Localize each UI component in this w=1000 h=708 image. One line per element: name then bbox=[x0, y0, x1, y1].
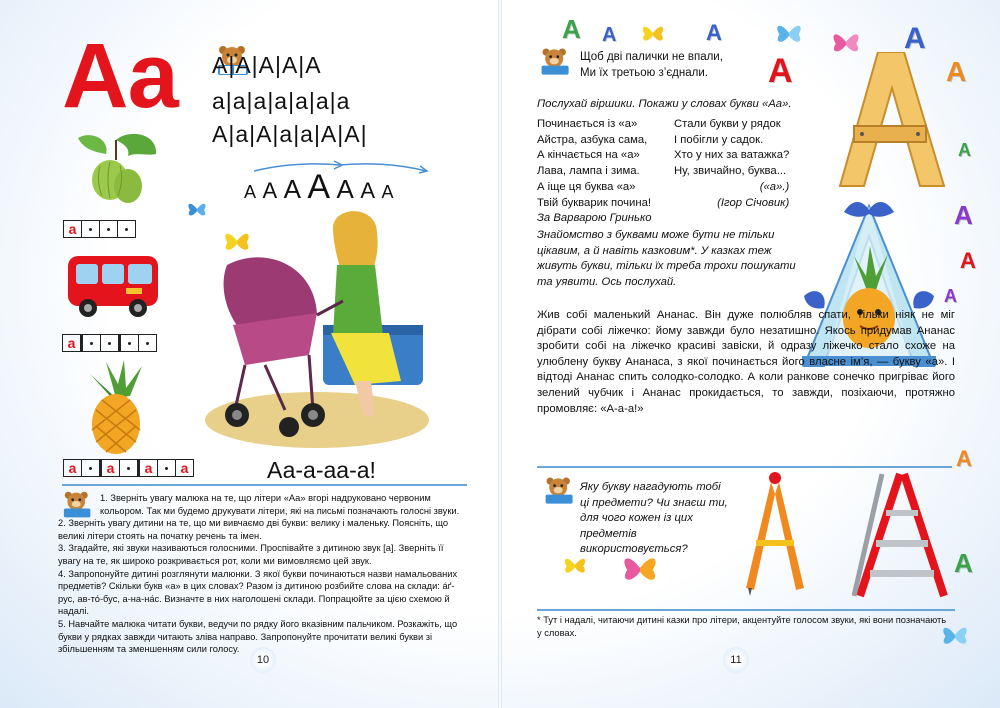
story-text: Жив собі маленький Ананас. Він дуже полюбляв спати, тільки ніяк не міг дібрати собі ліжечко: йому завжди було незатишно. Якось придумав Ананас зробити собі на ліжечко красиві завіски, й одразу ліжечко стало схоже на улюблену букву Ананаса, з якої починається його власне ім’я, — букву «а». І відтоді Ананас спить солодко-солодко. А коли ранкове сонечко пригріває його зелений чубчик і Ананас прокидається, то завжди, позіхаючи, протяжно промовляє: «А-а-а!» bbox=[537, 309, 955, 415]
decorative-letter: А bbox=[768, 52, 793, 90]
butterfly-icon bbox=[640, 20, 666, 46]
decorative-letter: А bbox=[904, 22, 926, 55]
poem-line: Лава, лампа і зима. bbox=[537, 165, 640, 178]
butterfly-icon bbox=[620, 548, 660, 588]
decorative-letter: А bbox=[946, 56, 967, 87]
scheme-cell: а bbox=[63, 459, 81, 477]
stepladder-illustration bbox=[852, 470, 952, 600]
growing-letter: А bbox=[307, 168, 331, 206]
scheme-cell bbox=[119, 459, 137, 477]
decorative-letter: А bbox=[602, 24, 617, 46]
parent-notes bbox=[58, 492, 468, 656]
note-paragraph: 2. Зверніть увагу дитини на те, що ми вивчаємо дві букви: велику і маленьку. Поясніть, що великі літери стоять на початку речень та імен. bbox=[58, 518, 449, 541]
pineapple-illustration bbox=[76, 360, 156, 456]
butterfly-icon bbox=[774, 18, 804, 48]
decorative-letter: А bbox=[954, 200, 973, 230]
butterfly-icon bbox=[186, 198, 208, 220]
poem-1 bbox=[537, 117, 652, 227]
fairy-intro: Знайомство з буквами може бути не тільки цікавим, а й навіть казковим*. У казках теж живуть букви, тільки їх треба трохи пошукати та уявити. Ось послухай. bbox=[537, 229, 796, 288]
poem-line: Починається із «а» bbox=[537, 118, 638, 130]
growing-letter: А bbox=[283, 174, 301, 204]
poem-line: Стали букви у рядок bbox=[674, 118, 781, 130]
growing-letters bbox=[244, 168, 396, 207]
poem-answer: («а».) bbox=[759, 180, 790, 193]
decorative-letter: А bbox=[956, 446, 972, 471]
growing-letter: А bbox=[360, 178, 376, 203]
decorative-letter: А bbox=[954, 548, 973, 578]
scheme-cell: а bbox=[63, 220, 81, 238]
scheme-cell: а bbox=[139, 459, 157, 477]
syllable-scheme-bus bbox=[62, 334, 157, 352]
riddle-line: Ми їх третьою з’єднали. bbox=[580, 66, 708, 79]
poem-line: Твій букварик почина! bbox=[537, 196, 652, 209]
intro-riddle bbox=[580, 50, 723, 81]
growing-letter: А bbox=[336, 174, 354, 204]
note-paragraph: 4. Запропонуйте дитині розглянути малюнки. З якої букви починаються назви намальованих предметів? Скільки букв «а» в цих словах? Разом із дитиною розбийте слова на склади: áґ-рус, ав-то́-бус, а-на-на́с. Визначте в них наголошені склади. Попрацюйте за цією схемою й надалі. bbox=[58, 568, 458, 617]
poem-line: І побігли у садок. bbox=[674, 133, 764, 146]
bear-reading-icon bbox=[538, 46, 574, 78]
poem-line: Ну, звичайно, буква... bbox=[674, 165, 787, 178]
bus-illustration bbox=[64, 250, 164, 320]
poem-2 bbox=[674, 117, 789, 211]
scheme-cell bbox=[99, 220, 117, 238]
butterfly-icon bbox=[562, 552, 588, 578]
poem-line: Айстра, азбука сама, bbox=[537, 133, 648, 146]
decorative-letter: А bbox=[944, 286, 957, 306]
decorative-letter: А bbox=[706, 20, 722, 45]
scheme-cell bbox=[138, 334, 157, 352]
letter-row-1: А|А|А|А|А bbox=[212, 52, 322, 78]
scheme-cell bbox=[82, 334, 100, 352]
growing-letter: А bbox=[244, 182, 257, 202]
syllable-scheme-gooseberry bbox=[63, 220, 136, 238]
compass-illustration bbox=[740, 470, 810, 596]
scheme-cell bbox=[120, 334, 138, 352]
decorative-letter: А bbox=[562, 14, 581, 44]
section-divider bbox=[62, 484, 467, 486]
scheme-cell bbox=[81, 220, 99, 238]
scheme-cell bbox=[81, 459, 99, 477]
scheme-cell: а bbox=[101, 459, 119, 477]
wooden-letter-a-illustration bbox=[830, 52, 948, 192]
page-number: 11 bbox=[723, 647, 749, 673]
footnote: * Тут і надалі, читаючи дитині казки про літери, акцентуйте голосом звуки, які вони позначають у словах. bbox=[537, 615, 947, 638]
scheme-cell bbox=[100, 334, 118, 352]
scheme-cell: а bbox=[175, 459, 194, 477]
butterfly-icon bbox=[830, 26, 862, 58]
picture-caption: Аа-а-аа-а! bbox=[267, 457, 376, 483]
syllable-scheme-pineapple bbox=[63, 459, 194, 477]
butterfly-icon bbox=[940, 620, 970, 650]
scheme-cell bbox=[117, 220, 136, 238]
growing-letter: А bbox=[381, 182, 394, 202]
right-page bbox=[500, 0, 1000, 708]
gooseberry-illustration bbox=[70, 130, 162, 208]
scheme-cell bbox=[157, 459, 175, 477]
bear-reading-icon bbox=[542, 475, 578, 507]
poem-author: За Варварою Гринько bbox=[537, 212, 652, 225]
letter-row-2: а|а|а|а|а|а|а bbox=[212, 88, 351, 114]
page-number: 10 bbox=[250, 647, 276, 673]
note-paragraph: 3. Згадайте, які звуки називаються голосними. Проспівайте з дитиною звук [а]. Зверніть її увагу на те, як широко розкривається рот, коли ми вимовляємо цей звук. bbox=[58, 543, 444, 566]
decorative-letter: А bbox=[960, 248, 976, 273]
scheme-cell: а bbox=[62, 334, 80, 352]
section-divider bbox=[537, 609, 955, 611]
note-paragraph: 1. Зверніть увагу малюка на те, що літери «Аа» вгорі надруковано червоним кольором. Так ми будемо друкувати літери, які на письмі позначають голосні звуки. bbox=[100, 493, 460, 516]
section-divider bbox=[537, 466, 952, 468]
note-paragraph: 5. Навчайте малюка читати букви, ведучи по рядку його вказівним пальчиком. Розкажіть, що букви у рядках завжди читають зліва направо. Запропонуйте прочитати великі букви зі збільшенням та зменшенням сили голосу. bbox=[58, 618, 458, 655]
growing-letter: А bbox=[262, 178, 278, 203]
decorative-letter: А bbox=[958, 140, 971, 160]
task-text: Послухай віршики. Покажи у словах букви «Аа». bbox=[537, 98, 792, 110]
big-letter-heading: Аа bbox=[62, 25, 177, 127]
poem-author: (Ігор Січовик) bbox=[717, 196, 790, 209]
poem-line: Хто у них за ватажка? bbox=[674, 149, 790, 162]
butterfly-icon bbox=[222, 226, 252, 256]
poem-line: А іще ця буква «а» bbox=[537, 180, 636, 193]
poem-line: А кінчається на «а» bbox=[537, 149, 640, 162]
question-text: Яку букву нагадують тобі ці предмети? Чи знаєш ти, для чого кожен із цих предметів використовується? bbox=[580, 481, 728, 555]
letter-row-3: А|а|А|а|а|А|А| bbox=[212, 121, 368, 147]
riddle-line: Щоб дві палички не впали, bbox=[580, 51, 723, 63]
